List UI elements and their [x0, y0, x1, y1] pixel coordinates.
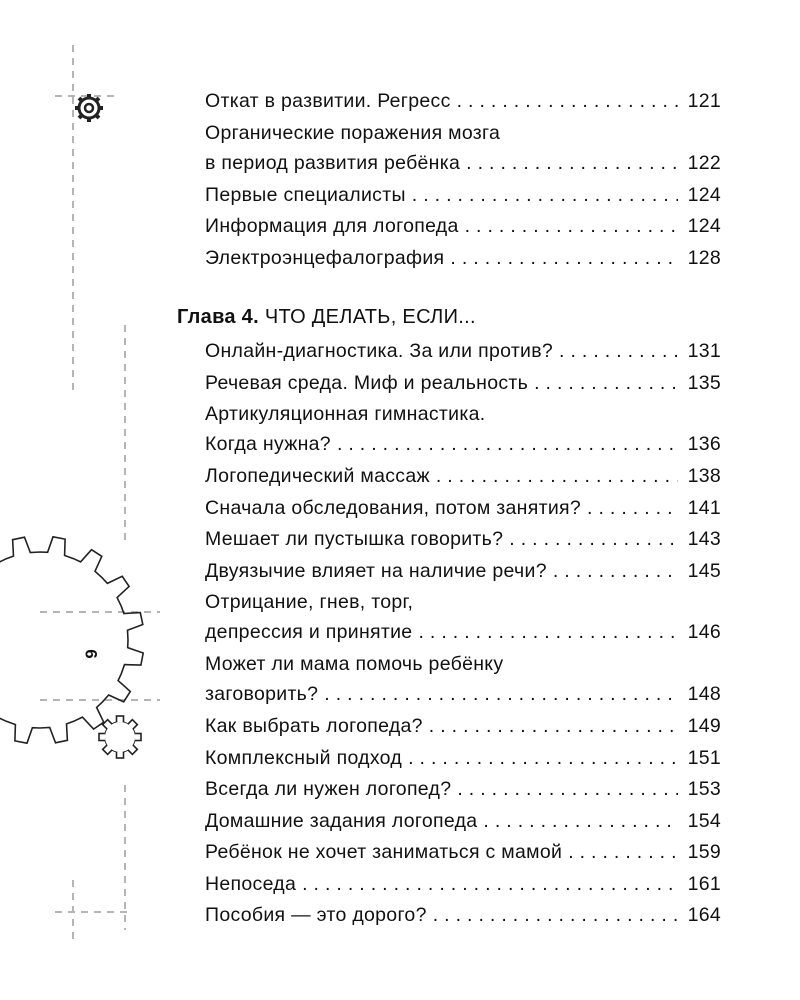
toc-page-number: 153	[687, 778, 721, 800]
toc-page-number: 159	[687, 841, 721, 863]
toc-dot-leader	[429, 711, 678, 741]
toc-page-number: 161	[687, 872, 721, 895]
toc-page-number: 141	[687, 496, 721, 519]
toc-entry-title: Информация для логопеда	[205, 215, 459, 237]
toc-page-number: 135	[687, 371, 721, 394]
toc-entry-title: Логопедический массаж	[205, 465, 430, 487]
toc-entry-title: Мешает ли пустышка говорить?	[205, 528, 504, 550]
toc-entry-title: Всегда ли нужен логопед?	[205, 778, 452, 800]
toc-page-number: 148	[687, 683, 721, 705]
toc-page-number: 151	[687, 746, 721, 769]
toc-dot-leader	[412, 180, 678, 210]
toc-entry[interactable]	[205, 587, 721, 647]
toc-page-number: 136	[687, 433, 721, 455]
toc-entry[interactable]	[205, 399, 721, 459]
toc-dot-leader	[553, 556, 678, 586]
toc-dot-leader	[559, 336, 678, 366]
toc-entry-title: Может ли мама помочь ребёнку	[205, 653, 504, 675]
toc-dot-leader	[450, 243, 678, 273]
toc-entry[interactable]	[205, 774, 721, 804]
medium-gear-icon	[99, 716, 141, 758]
toc-entry[interactable]	[205, 711, 721, 741]
toc-dot-leader	[509, 524, 678, 554]
toc-entry-title: Непоседа	[205, 872, 297, 895]
toc-entry[interactable]	[205, 743, 721, 773]
toc-entry-title: Ребёнок не хочет заниматься с мамой	[205, 841, 563, 863]
toc-page-number: 138	[687, 465, 721, 487]
toc-dot-leader	[587, 493, 678, 523]
toc-entry-title: депрессия и принятие	[205, 621, 413, 643]
toc-entry[interactable]	[205, 336, 721, 366]
toc-entry-title: Как выбрать логопеда?	[205, 715, 423, 737]
chapter-label: Глава 4.	[177, 306, 259, 328]
toc-dot-leader	[568, 837, 678, 867]
toc-page-number: 145	[687, 559, 721, 582]
toc-entry-title: в период развития ребёнка	[205, 151, 461, 174]
toc-entry-title: Сначала обследования, потом занятия?	[205, 496, 582, 519]
toc-entry[interactable]	[205, 493, 721, 523]
toc-entry[interactable]	[205, 524, 721, 554]
chapter-heading	[177, 302, 476, 332]
toc-entry-title: Двуязычие влияет на наличие речи?	[205, 559, 547, 582]
toc-entry[interactable]	[205, 118, 721, 178]
toc-page-number: 143	[687, 528, 721, 550]
toc-dot-leader	[418, 617, 678, 647]
toc-entry[interactable]	[205, 837, 721, 867]
large-gear-icon	[0, 537, 143, 743]
toc-entry-title: Пособия — это дорого?	[205, 904, 427, 926]
toc-entry-title: Комплексный подход	[205, 746, 403, 769]
toc-entry-title: Домашние задания логопеда	[205, 809, 478, 832]
toc-entry[interactable]	[205, 211, 721, 241]
page-number: 6	[81, 649, 101, 659]
toc-entry-title: Органические поражения мозга	[205, 121, 501, 144]
toc-dot-leader	[457, 774, 678, 804]
chapter-title: ЧТО ДЕЛАТЬ, ЕСЛИ...	[264, 306, 476, 328]
toc-page-number: 149	[687, 715, 721, 737]
toc-entry[interactable]	[205, 649, 721, 709]
toc-page-number: 164	[687, 904, 721, 926]
toc-page-number: 128	[687, 246, 721, 269]
toc-page-number: 124	[687, 183, 721, 206]
toc-entry-title: Речевая среда. Миф и реальность	[205, 371, 529, 394]
toc-dot-leader	[466, 148, 678, 178]
toc-entry[interactable]	[205, 180, 721, 210]
toc-entry-title: Электроэнцефалография	[205, 246, 445, 269]
toc-dot-leader	[483, 806, 678, 836]
toc-dot-leader	[465, 211, 678, 241]
toc-entry-title: Откат в развитии. Регресс	[205, 90, 451, 112]
toc-entry[interactable]	[205, 806, 721, 836]
toc-entry[interactable]	[205, 869, 721, 899]
toc-entry[interactable]	[205, 243, 721, 273]
toc-page-number: 124	[687, 215, 721, 237]
toc-dot-leader	[337, 429, 678, 459]
toc-page-number: 146	[687, 621, 721, 643]
toc-dot-leader	[457, 86, 678, 116]
toc-dot-leader	[408, 743, 678, 773]
toc-entry-title: Артикуляционная гимнастика.	[205, 403, 486, 425]
toc-entry-title: Онлайн-диагностика. За или против?	[205, 340, 554, 362]
toc-entry[interactable]	[205, 461, 721, 491]
toc-dot-leader	[302, 869, 678, 899]
toc-dot-leader	[324, 679, 678, 709]
toc-entry[interactable]	[205, 368, 721, 398]
toc-entry[interactable]	[205, 556, 721, 586]
toc-page-number: 121	[687, 90, 721, 112]
toc-dot-leader	[534, 368, 678, 398]
toc-entry[interactable]	[205, 900, 721, 930]
toc-page-number: 122	[687, 151, 721, 174]
toc-entry[interactable]	[205, 86, 721, 116]
toc-page-number: 154	[687, 809, 721, 832]
toc-dot-leader	[433, 900, 678, 930]
small-gear-icon	[75, 94, 103, 122]
toc-entry-title: заговорить?	[205, 683, 319, 705]
toc-entry-title: Отрицание, гнев, торг,	[205, 591, 414, 613]
toc-page-number: 131	[687, 340, 721, 362]
toc-entry-title: Когда нужна?	[205, 433, 331, 455]
toc-dot-leader	[436, 461, 678, 491]
toc-entry-title: Первые специалисты	[205, 183, 406, 206]
